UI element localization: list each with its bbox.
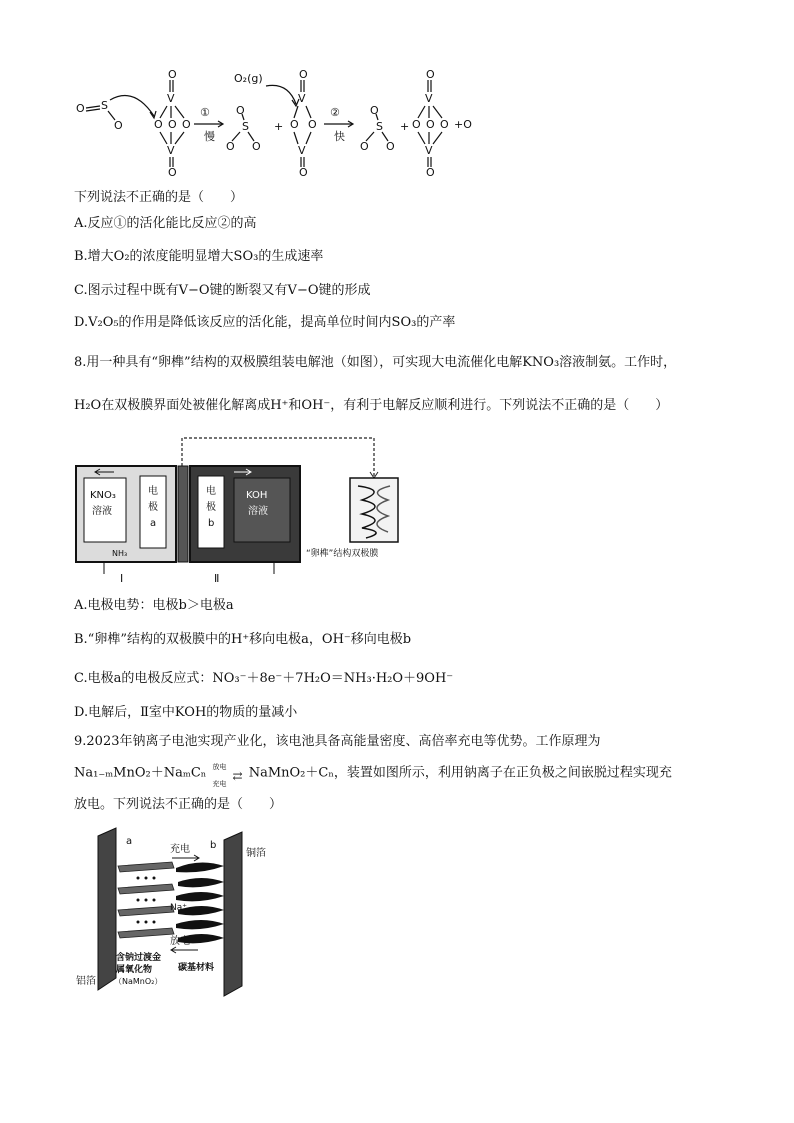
aluminum-foil [98, 828, 116, 990]
atom-s: S [376, 120, 383, 133]
q7-option-b: B.增大O₂的浓度能明显增大SO₃的生成速率 [74, 249, 324, 264]
aluminum-foil-label: 铝箔 [76, 976, 96, 987]
atom-o: O [226, 140, 235, 153]
atom-o: O [168, 166, 177, 179]
atom-v: V [167, 144, 175, 157]
atom-o: O [370, 104, 379, 117]
na-ion-label: Na⁺ [170, 903, 187, 913]
atom-o: O [386, 140, 395, 153]
atom-o: O [426, 166, 435, 179]
atom-s: S [242, 120, 249, 133]
q7-option-a: A.反应①的活化能比反应②的高 [74, 216, 257, 231]
electrode-b-char1: 电 [206, 486, 216, 497]
label-a: a [126, 836, 133, 847]
electrode-b-char3: b [208, 518, 215, 529]
atom-o: O [168, 118, 177, 131]
q9-equation-right: NaMnO₂＋Cₙ，装置如图所示，利用钠离子在正负极之间嵌脱过程实现充 [248, 765, 672, 781]
discharge-label: 放电 [170, 936, 190, 947]
atom-v: V [425, 144, 433, 157]
copper-foil [224, 832, 242, 996]
electrode-a-char3: a [150, 518, 157, 529]
step1-number: ① [200, 106, 210, 119]
room-2-label: Ⅱ [214, 572, 220, 585]
atom-o: O [308, 118, 317, 131]
cathode-label-line3: （NaMnO₂） [114, 977, 163, 986]
q8-option-d: D.电解后，Ⅱ室中KOH的物质的量减小 [74, 705, 298, 720]
curved-arrow [110, 96, 154, 116]
koh-solution-label: 溶液 [248, 506, 268, 517]
q8-option-c: C.电极a的电极反应式：NO₃⁻＋8e⁻＋7H₂O＝NH₃·H₂O＋9OH⁻ [74, 671, 454, 686]
q8-electrolyzer-figure [74, 432, 454, 592]
eq-bottom-label: 充电 [212, 780, 227, 788]
atom-v: V [298, 92, 306, 105]
q9-stem-line1: 9.2023年钠离子电池实现产业化，该电池具备高能量密度、高倍率充电等优势。工作原理为 [74, 734, 601, 749]
electrode-a-char2: 极 [148, 502, 158, 513]
q8-stem-line2: H₂O在双极膜界面处被催化解离成H⁺和OH⁻，有利于电解反应顺利进行。下列说法不正确的是（ ） [74, 398, 669, 413]
atom-o: O [360, 140, 369, 153]
membrane-caption: “卵榫”结构双极膜 [306, 549, 379, 559]
q8-stem-line1: 8.用一种具有“卵榫”结构的双极膜组装电解池（如图），可实现大电流催化电解KNO₃溶液制氨。工作时， [74, 355, 677, 370]
membrane-detail [350, 478, 398, 542]
atom-o: O [76, 102, 85, 115]
bipolar-membrane [178, 466, 188, 562]
q9-stem-line3: 放电。下列说法不正确的是（ ） [74, 797, 283, 812]
q7-mechanism-figure [74, 64, 494, 182]
atom-o: O [182, 118, 191, 131]
atom-o: O [114, 119, 123, 132]
cathode-label-line1: 含钠过渡金 [116, 953, 162, 963]
atom-s: S [101, 99, 108, 112]
q7-stem: 下列说法不正确的是（ ） [74, 190, 244, 205]
step2-number: ② [330, 106, 340, 119]
atom-o: O [299, 166, 308, 179]
atom-o: O [426, 118, 435, 131]
carbon-material-label: 碳基材料 [178, 963, 215, 973]
atom-o: O [440, 118, 449, 131]
koh-label: KOH [246, 490, 268, 501]
q9-equation-left: Na₁₋ₘMnO₂＋NaₘCₙ [74, 765, 207, 781]
room-1-label: Ⅰ [120, 572, 124, 585]
atom-o: O [412, 118, 421, 131]
atom-v: V [425, 92, 433, 105]
q9-battery-figure [74, 826, 284, 998]
atom-o: O [290, 118, 299, 131]
eq-top-label: 放电 [212, 763, 227, 771]
atom-o: O [168, 68, 177, 81]
step2-speed: 快 [334, 130, 345, 143]
q9-equation-line [74, 763, 672, 788]
label-b: b [210, 840, 217, 851]
step1-speed: 慢 [204, 130, 215, 143]
electrode-a-char1: 电 [148, 486, 158, 497]
reversible-arrow: 放电 充电 ⇄ [211, 764, 245, 782]
q8-option-b: B.“卵榫”结构的双极膜中的H⁺移向电极a，OH⁻移向电极b [74, 632, 412, 647]
atom-v: V [167, 92, 175, 105]
cathode-label-line2: 属氧化物 [116, 965, 153, 975]
atom-o: O [154, 118, 163, 131]
atom-v: V [298, 144, 306, 157]
o2-gas-label: O₂(g) [234, 72, 263, 85]
atom-o: O [252, 140, 261, 153]
plus-sign: + [274, 120, 284, 133]
copper-foil-label: 铜箔 [246, 848, 266, 859]
nh3-label: NH₃ [112, 549, 128, 558]
plus-o: +O [454, 118, 472, 131]
electrode-b-char2: 极 [206, 502, 216, 513]
kno3-label: KNO₃ [90, 490, 116, 501]
charge-label: 充电 [170, 844, 190, 855]
kno3-solution-label: 溶液 [92, 506, 112, 517]
atom-o: O [426, 68, 435, 81]
atom-o: O [299, 68, 308, 81]
atom-o: O [236, 104, 245, 117]
q7-option-c: C.图示过程中既有V−O键的断裂又有V−O键的形成 [74, 283, 371, 298]
q7-option-d: D.V₂O₅的作用是降低该反应的活化能，提高单位时间内SO₃的产率 [74, 315, 456, 330]
plus-sign: + [400, 120, 410, 133]
q8-option-a: A.电极电势：电极b＞电极a [74, 598, 234, 613]
